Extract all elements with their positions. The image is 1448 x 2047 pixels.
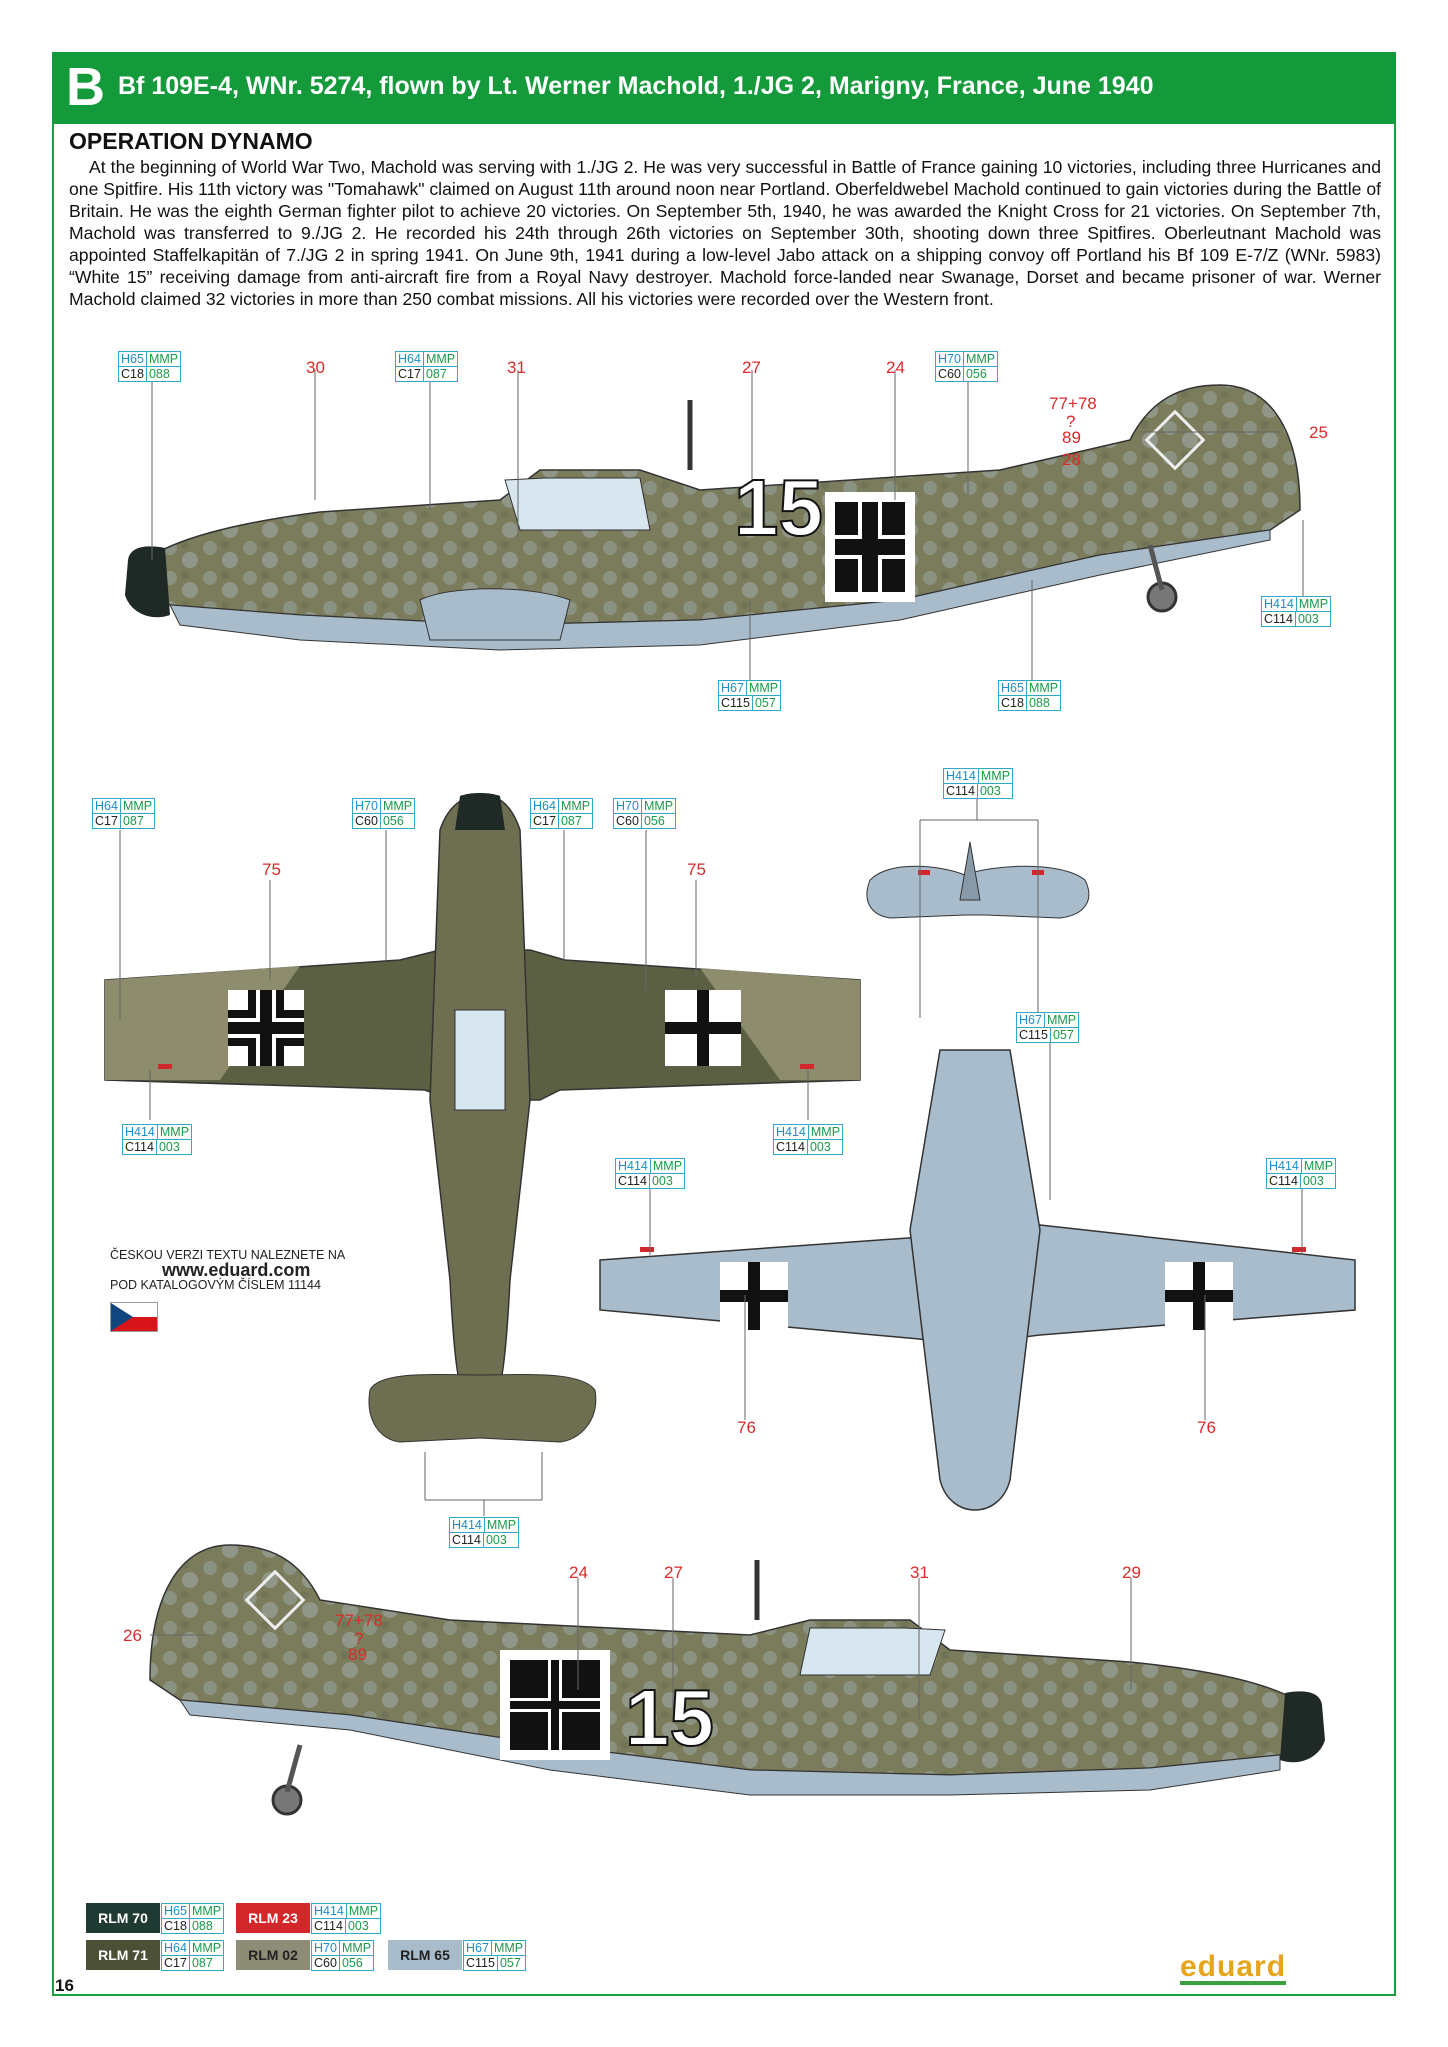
paint-code-h64: H64 MMP C17 087: [395, 351, 458, 382]
legend-rlm70: RLM 70: [86, 1903, 160, 1933]
history-text: At the beginning of World War Two, Machold was serving with 1./JG 2. He was very successful in Battle of France gaining 10 victories, including three Hurricanes and one Spitfire. His 11th victory was "Tomahawk" claimed on August 11th around noon near Portland. Oberfeldwebel Machold continued to gain victories during the Battle of Britain. He was the eighth German fighter pilot to achieve 20 victories. On September 5th, 1940, he was awarded the Knight Cross for 21 victories. On September 7th, Machold was transferred to 9./JG 2. He recorded his 24th through 26th victories on September 30th, shooting down three Spitfires. Oberleutnant Machold was appointed Staffelkapitän of 7./JG 2 in spring 1941. On June 9th, 1941 during a low-level Jabo attack on a shipping convoy off Portland his Bf 109 E-7/Z (WNr. 5983) “White 15” receiving damage from anti-aircraft fire from a Royal Navy destroyer. Machold force-landed near Swanage, Dorset and became prisoner of war. Werner Machold claimed 32 victories in more than 250 combat missions. All his victories were recorded over the Western front.: [69, 157, 1381, 309]
callout-29: 29: [1122, 1563, 1141, 1582]
note-url[interactable]: www.eduard.com: [162, 1260, 311, 1280]
callout-question: ?: [1066, 412, 1076, 431]
page-number: 16: [55, 1976, 74, 1995]
paint-code-h67: H67 MMP C115 057: [1016, 1012, 1079, 1043]
eduard-logo: eduard: [1180, 1950, 1287, 1983]
legend-rlm23: RLM 23: [236, 1903, 310, 1933]
paint-code-h64: H64 MMP C17 087: [530, 798, 593, 829]
paint-code-h70: H70 MMP C60 056: [935, 351, 998, 382]
callout-28: 28: [1062, 450, 1081, 469]
callout-27-bottom: 27: [664, 1563, 683, 1582]
legend-code-h67: H67 MMP C115 057: [463, 1940, 526, 1971]
underside-view: [600, 842, 1355, 1510]
section-title: OPERATION DYNAMO: [69, 128, 313, 154]
paint-code-h414: H414 MMP C114 003: [1266, 1158, 1336, 1189]
paint-code-h414: H414 MMP C114 003: [773, 1124, 843, 1155]
side-profile-left: [125, 385, 1300, 650]
wing-cross-right: [665, 990, 741, 1066]
legend-rlm65: RLM 65: [388, 1940, 462, 1970]
paint-code-h414: H414 MMP C114 003: [615, 1158, 685, 1189]
fuselage-number-left: 15: [734, 463, 823, 552]
czech-note: [110, 1248, 390, 1293]
legend-code-h65: H65 MMP C18 088: [161, 1903, 224, 1934]
callout-30: 30: [306, 358, 325, 377]
legend-code-h64: H64 MMP C17 087: [161, 1940, 224, 1971]
paint-code-h70: H70 MMP C60 056: [613, 798, 676, 829]
note-line-1: ČESKOU VERZI TEXTU NALEZNETE NA: [110, 1248, 346, 1262]
callout-question-bottom: ?: [354, 1629, 364, 1648]
callout-24-bottom: 24: [569, 1563, 588, 1582]
callout-7778: 77+78: [1049, 394, 1097, 413]
top-view: [105, 793, 860, 1442]
callout-27: 27: [742, 358, 761, 377]
paint-code-h70: H70 MMP C60 056: [352, 798, 415, 829]
callout-75-left: 75: [262, 860, 281, 879]
fuselage-number-right: 15: [625, 1673, 714, 1762]
callout-7778-bottom: 77+78: [335, 1611, 383, 1630]
callout-25: 25: [1309, 423, 1328, 442]
legend-rlm71: RLM 71: [86, 1940, 160, 1970]
note-line-2: POD KATALOGOVÝM ČÍSLEM 11144: [110, 1278, 321, 1292]
side-profile-right: [150, 1545, 1325, 1814]
callout-26: 26: [123, 1626, 142, 1645]
legend-code-h414: H414 MMP C114 003: [311, 1903, 381, 1934]
paint-code-h414: H414 MMP C114 003: [1261, 596, 1331, 627]
paint-code-h65: H65 MMP C18 088: [118, 351, 181, 382]
callout-76-right: 76: [1197, 1418, 1216, 1437]
profile-letter: B: [66, 57, 105, 117]
callout-31: 31: [507, 358, 526, 377]
callout-24: 24: [886, 358, 905, 377]
czech-flag-icon: [110, 1302, 158, 1332]
paint-code-h414: H414 MMP C114 003: [943, 768, 1013, 799]
callout-89: 89: [1062, 428, 1081, 447]
wing-cross-left: [228, 990, 304, 1066]
callout-89-bottom: 89: [348, 1645, 367, 1664]
paint-code-h414: H414 MMP C114 003: [122, 1124, 192, 1155]
callout-31-bottom: 31: [910, 1563, 929, 1582]
callout-76-left: 76: [737, 1418, 756, 1437]
paint-code-h65: H65 MMP C18 088: [998, 680, 1061, 711]
paint-code-h67: H67 MMP C115 057: [718, 680, 781, 711]
callout-75-right: 75: [687, 860, 706, 879]
profile-title: Bf 109E-4, WNr. 5274, flown by Lt. Werner Machold, 1./JG 2, Marigny, France, June 1940: [118, 72, 1154, 100]
legend-rlm02: RLM 02: [236, 1940, 310, 1970]
paint-code-h414: H414 MMP C114 003: [449, 1517, 519, 1548]
paint-code-h64: H64 MMP C17 087: [92, 798, 155, 829]
legend-code-h70: H70 MMP C60 056: [311, 1940, 374, 1971]
